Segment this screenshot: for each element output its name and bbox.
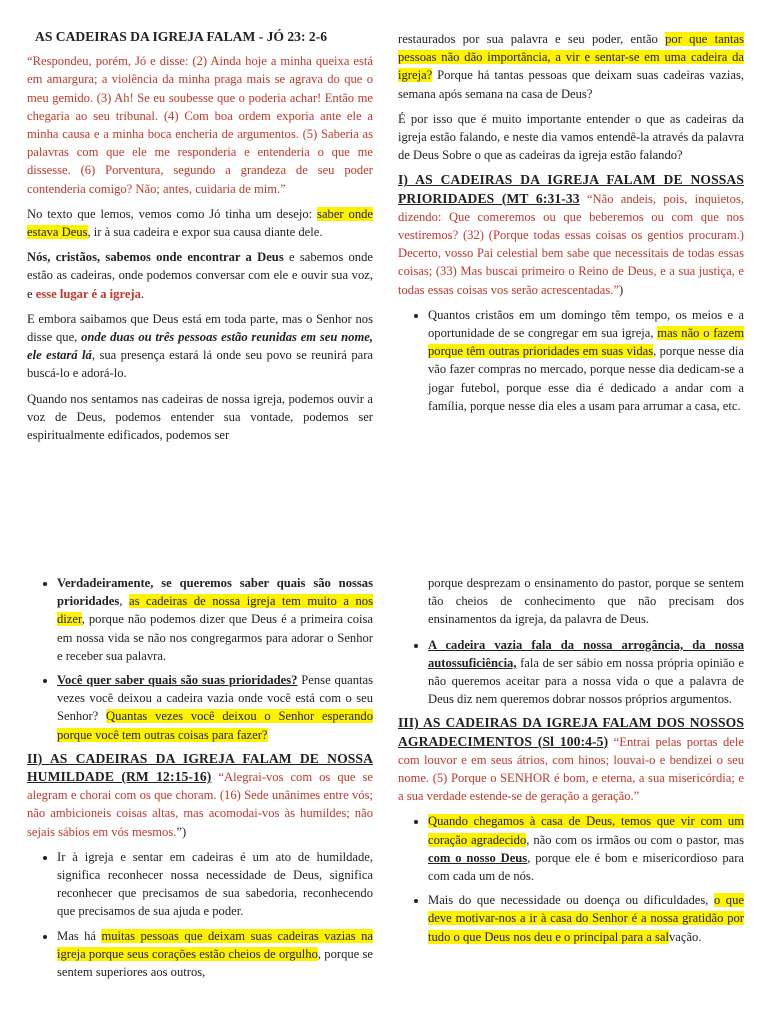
bullet-list (27, 848, 373, 981)
page2-right-column (398, 574, 744, 952)
list-item: • Quantos cristãos em um domingo têm tempo, os meios e a oportunidade de se congregar em sua igreja, mas não o fazem porque têm outras prioridades em suas vidas, porque nesse dia vão fazer compras no mercado, porque nesse dia dedicam-se a jogar futebol, porque esse dia é dedicado a andar com a família, porque nesse dia eles a usam para arrumar a casa, etc. (428, 306, 744, 415)
list-item: • Mas há muitas pessoas que deixam suas cadeiras vazias na igreja porque seus corações estão cheios de orgulho, porque se sentem superiores aos outros, (57, 927, 373, 982)
highlight: saber onde estava Deus (27, 206, 374, 240)
highlight: por que tantas pessoas não dão importância, a vir e sentar-se em uma cadeira da igreja? (398, 32, 744, 83)
scripture-quote: “Respondeu, porém, Jó e disse: (2) Ainda hoje a minha queixa está em amargura; a violência da minha praga mais se agrava do que o meu gemido. (3) Ah! Se eu soubesse que o poderia achar! Então me chegaria ao seu tribunal. (4) Com boa ordem exporia ante ele a minha causa e a minha boca encheria de argumentos. (5) Saberia as palavras com que ele me responderia e entenderia o que me dissesse. (6) Porventura, segundo a grandeza de seu poder contenderia comigo? Não; antes, cuidaria de mim.” (27, 54, 373, 196)
page1-right-column (398, 30, 744, 421)
paragraph-importance: É por isso que é muito importante entender o que as cadeiras da igreja estão falando, e neste dia vamos entendê-la através da palavra de Deus Sobre o que as cadeiras da igreja estão falando? (398, 111, 744, 163)
bullet-list (27, 574, 373, 744)
section-heading-3: III) AS CADEIRAS DA IGREJA FALAM DOS NOSSOS AGRADECIMENTOS (Sl 100:4-5) “Entrai pelas portas dele com louvor e em seus átrios, com hinos; louvai-o e bendizei o seu nome. (5) Porque o SENHOR é bom, e eterna, a sua misericórdia; e a sua verdade estende-se de geração a geração.” (398, 715, 744, 804)
sermon-title: AS CADEIRAS DA IGREJA FALAM - JÓ 23: 2-6 (35, 29, 328, 44)
list-item: • Quando chegamos à casa de Deus, temos que vir com um coração agradecido, não com os irmãos ou com o pastor, mas com o nosso Deus, porque ele é bom e misericordioso para com cada um de nós. (428, 812, 744, 885)
paragraph-job-desire: No texto que lemos, vemos como Jó tinha um desejo: saber onde estava Deus, ir à sua cadeira e expor sua causa diante dele. (27, 206, 374, 240)
list-item: • Mais do que necessidade ou doença ou dificuldades, o que deve motivar-nos a ir à casa do Senhor é a nossa gratidão por tudo o que Deus nos deu e o principal para a salvação. (428, 891, 744, 946)
list-item: • Verdadeiramente, se queremos saber quais são nossas prioridades, as cadeiras de nossa igreja tem muito a nos dizer, porque não podemos dizer que Deus é a primeira coisa em nossa vida se não nos congregarmos para adorar o Senhor e receber sua palavra. (57, 574, 373, 665)
bullet-list (398, 306, 744, 415)
section-heading-1: I) AS CADEIRAS DA IGREJA FALAM DE NOSSAS PRIORIDADES (MT 6:31-33 “Não andeis, pois, inquietos, dizendo: Que comeremos ou que beberemos ou com que nos vestiremos? (32) (Porque todas essas coisas os gentios procuram.) Decerto, vosso Pai celestial bem sabe que necessitais de todas essas coisas; (33) Mas buscai primeiro o Reino de Deus, e a sua justiça, e todas essas coisas vos serão acrescentadas.”) (398, 172, 744, 297)
bullet-list (398, 636, 744, 709)
paragraph-christians: Nós, cristãos, sabemos onde encontrar a Deus e sabemos onde estão as cadeiras, onde podemos conversar com ele e ouvir sua voz, e esse lugar é a igreja. (27, 250, 373, 301)
page1-left-column (27, 28, 373, 451)
page2-left-column (27, 574, 373, 987)
paragraph-god-everywhere: E embora saibamos que Deus está em toda parte, mas o Senhor nos disse que, onde duas ou três pessoas estão reunidas em seu nome, ele estará lá, sua presença estará lá onde seu povo se reunirá para buscá-lo e adorá-lo. (27, 311, 373, 381)
paragraph-sitting: Quando nos sentamos nas cadeiras de nossa igreja, podemos ouvir a voz de Deus, podemos entender sua vontade, podemos ser espiritualmente edificados, podemos ser (27, 391, 373, 443)
list-item: • Você quer saber quais são suas prioridades? Pense quantas vezes você deixou a cadeira vazia onde você está com o seu Senhor? Quantas vezes você deixou o Senhor esperando porque você tem outras coisas para fazer? (57, 671, 373, 744)
bullet-list (398, 812, 744, 945)
paragraph-restored: restaurados por sua palavra e seu poder, então por que tantas pessoas não dão importância, a vir e sentar-se em uma cadeira da igreja? Porque há tantas pessoas que deixam suas cadeiras vazias, semana após semana na casa de Deus? (398, 32, 744, 101)
list-item: • Ir à igreja e sentar em cadeiras é um ato de humildade, significa reconhecer nossa necessidade de Deus, significa reconhecer que precisamos de sua sabedoria, reconhecendo que precisamos de sua ajuda e poder. (57, 848, 373, 921)
list-item: • A cadeira vazia fala da nossa arrogância, da nossa autossuficiência, fala de ser sábio em nossa própria opinião e não queremos aceitar para a nossa vida o que a palavra de Deus diz nem queremos dobrar nossos próprios argumentos. (428, 636, 744, 709)
section-heading-2: II) AS CADEIRAS DA IGREJA FALAM DE NOSSA HUMILDADE (RM 12:15-16) “Alegrai-vos com os que se alegram e chorai com os que choram. (16) Sede unânimes entre vós; não ambicioneis coisas altas, mas acomodai-vos às humildes; não sejais sábios em vós mesmos.”) (27, 750, 373, 839)
paragraph-despise: porque desprezam o ensinamento do pastor, porque se sentem tão cheios de conhecimento que não precisam dos ensinamentos da igreja, da palavra de Deus. (428, 576, 744, 627)
